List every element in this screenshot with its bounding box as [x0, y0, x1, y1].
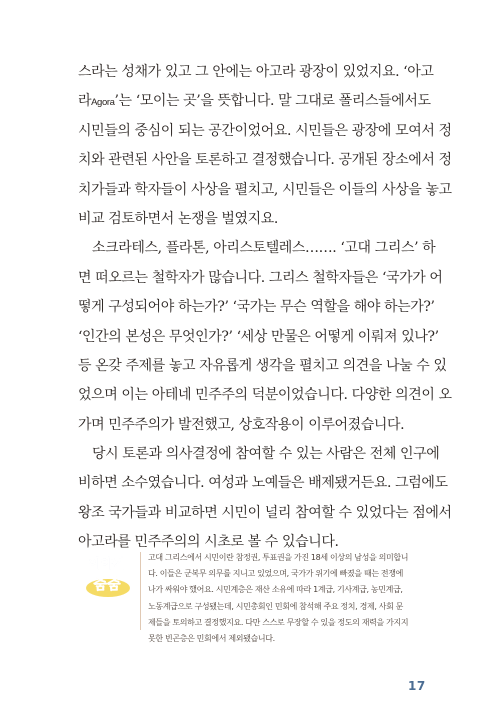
story-badge-graphic [82, 548, 132, 598]
badge-subtitle-text: 줌줌 [93, 577, 121, 593]
note-line: 고대 그리스에서 시민이란 참정권, 투표권을 가진 18세 이상의 남성을 의미합니 [148, 553, 409, 562]
body-line: 시민들의 중심이 되는 공간이었어요. 시민들은 광장에 모여서 정 [78, 122, 452, 139]
body-line: 비하면 소수였습니다. 여성과 노예들은 배제됐거든요. 그럼에도 [78, 475, 448, 492]
body-line-with-gloss [78, 87, 434, 116]
body-line: 비교 검토하면서 논쟁을 벌였지요. [78, 210, 278, 227]
body-line: 가며 민주주의가 발전했고, 상호작용이 이루어졌습니다. [78, 416, 405, 433]
body-line-suffix: ’는 ‘모이는 곳’을 뜻합니다. 말 그대로 폴리스들에서도 [114, 93, 431, 110]
paragraph-start-line: 소크라테스, 플라톤, 아리스토텔레스……. ‘고대 그리스’ 하 [92, 240, 436, 257]
sidebar-note [78, 548, 438, 644]
body-line: 었으며 이는 아테네 민주주의 덕분이었습니다. 다양한 의견이 오 [78, 387, 452, 404]
note-line: 노동계급으로 구성됐는데, 시민총회인 민회에 참석해 주요 정치, 경제, 사회 문 [148, 601, 404, 611]
body-line: 왕조 국가들과 비교하면 시민이 널리 참여할 수 있었다는 점에서 [78, 504, 452, 521]
note-line: 제들을 토의하고 결정했지요. 다만 스스로 무장할 수 있을 정도의 재력을 가지지 [148, 617, 409, 627]
note-line: 못한 빈곤층은 민회에서 제외됐습니다. [148, 634, 275, 644]
body-line: 아고라를 민주주의의 시초로 볼 수 있습니다. [78, 534, 339, 551]
badge-title-text: 이야기 [88, 557, 126, 572]
note-text [148, 550, 440, 647]
note-line: 나가 싸워야 했어요. 시민계층은 재산 소유에 따라 1계급, 기사계급, 농민계급, [148, 585, 403, 595]
body-line: 등 온갖 주제를 놓고 자유롭게 생각을 펼치고 의견을 나눌 수 있 [78, 357, 447, 374]
body-line: 떻게 구성되어야 하는가?’ ‘국가는 무슨 역할을 해야 하는가?’ [78, 299, 435, 316]
body-line: ‘인간의 본성은 무엇인가?’ ‘세상 만물은 어떻게 이뤄져 있나?’ [78, 328, 439, 345]
body-text [78, 58, 452, 558]
body-line-prefix: 라 [78, 93, 92, 110]
body-line: 스라는 성채가 있고 그 안에는 아고라 광장이 있었지요. ‘아고 [78, 64, 434, 80]
page-number: 17 [408, 679, 426, 693]
body-line: 면 떠오르는 철학자가 많습니다. 그리스 철학자들은 ‘국가가 어 [78, 269, 443, 286]
note-divider [140, 552, 141, 630]
story-badge-icon [82, 548, 132, 598]
agora-gloss: Agora [91, 97, 115, 109]
body-line: 치와 관련된 사안을 토론하고 결정했습니다. 공개된 장소에서 정 [78, 152, 452, 169]
paragraph-start-line: 당시 토론과 의사결정에 참여할 수 있는 사람은 전체 인구에 [92, 446, 440, 463]
body-line: 치가들과 학자들이 사상을 펼치고, 시민들은 이들의 사상을 놓고 [78, 181, 452, 198]
note-line: 다. 이들은 군복무 의무를 지니고 있었으며, 국가가 위기에 빠졌을 때는 전쟁에 [148, 569, 404, 579]
